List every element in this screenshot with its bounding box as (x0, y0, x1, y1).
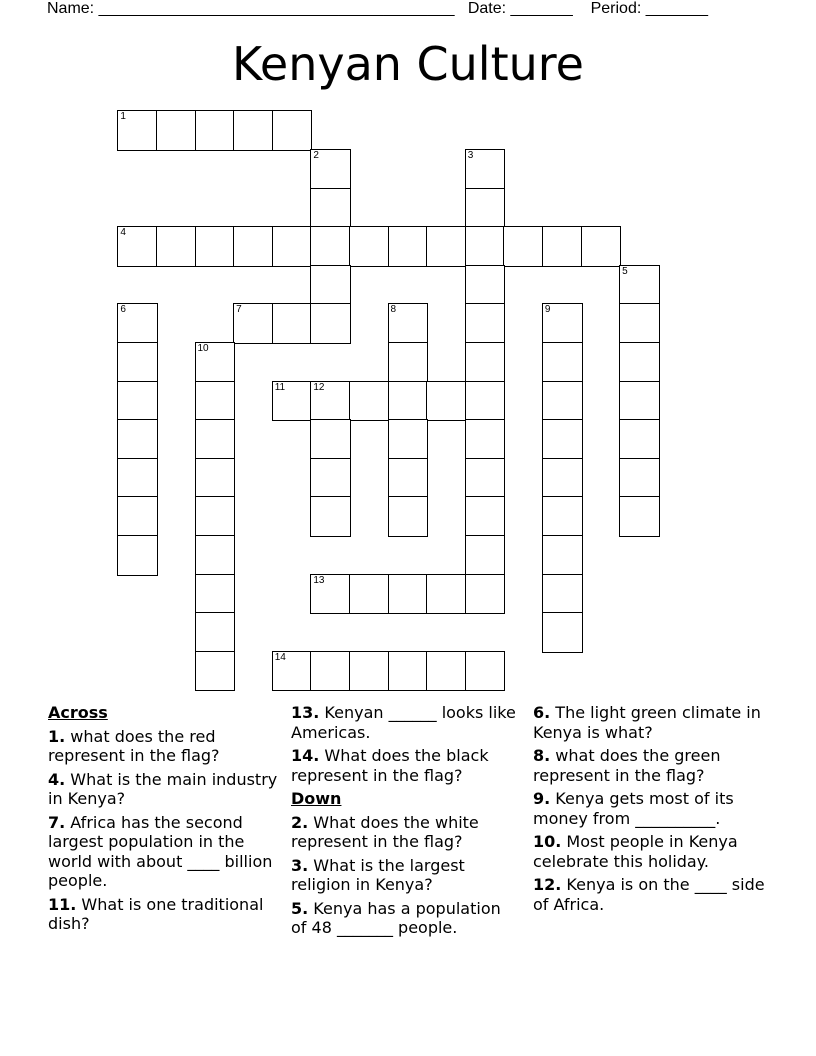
crossword-cell[interactable] (272, 226, 313, 267)
cell-number: 2 (313, 149, 319, 161)
clue-column-3 (533, 703, 769, 918)
crossword-cell[interactable] (542, 612, 583, 653)
crossword-cell[interactable] (542, 303, 583, 344)
crossword-cell[interactable] (619, 419, 660, 460)
cell-number: 1 (120, 111, 126, 123)
crossword-cell[interactable] (310, 226, 351, 267)
crossword-cell[interactable] (195, 612, 236, 653)
cell-number: 3 (467, 149, 474, 161)
crossword-cell[interactable] (465, 342, 506, 383)
down-clue-6: 6. The light green climate in Kenya is what? (533, 703, 761, 742)
cell-number: 14 (274, 651, 286, 663)
crossword-cell[interactable] (542, 226, 583, 267)
crossword-cell[interactable] (503, 226, 544, 267)
crossword-cell[interactable] (310, 303, 351, 344)
crossword-cell[interactable] (465, 458, 506, 499)
crossword-cell[interactable] (233, 226, 274, 267)
down-clue-5: 5. Kenya has a population of 48 _______ people. (291, 898, 501, 937)
crossword-cell[interactable] (542, 496, 583, 537)
crossword-cell[interactable] (310, 149, 351, 190)
crossword-cell[interactable] (465, 419, 506, 460)
cell-number: 11 (274, 381, 286, 393)
crossword-cell[interactable] (310, 651, 351, 692)
crossword-cell[interactable] (272, 651, 313, 692)
crossword-cell[interactable] (542, 419, 583, 460)
down-clue-2: 2. What does the white represent in the flag? (291, 812, 479, 851)
cell-number: 8 (390, 304, 397, 316)
crossword-cell[interactable] (117, 226, 158, 267)
across-heading: Across (48, 703, 108, 722)
crossword-cell[interactable] (195, 574, 236, 615)
crossword-cell[interactable] (465, 226, 506, 267)
across-clue-13: 13. Kenyan ______ looks like Americas. (291, 703, 516, 742)
cell-number: 12 (313, 381, 325, 393)
crossword-cell[interactable] (388, 496, 429, 537)
cell-number: 5 (622, 265, 628, 277)
crossword-cell[interactable] (465, 188, 506, 229)
clue-column-1 (48, 703, 284, 938)
cell-number: 10 (197, 342, 209, 354)
crossword-cell[interactable] (272, 381, 313, 422)
crossword-cell[interactable] (619, 265, 660, 306)
crossword-cell[interactable] (426, 226, 467, 267)
across-clue-14: 14. What does the black represent in the flag? (291, 746, 489, 785)
crossword-cell[interactable] (310, 381, 351, 422)
crossword-cell[interactable] (388, 651, 429, 692)
crossword-cell[interactable] (388, 303, 429, 344)
crossword-cell[interactable] (195, 458, 236, 499)
crossword-cell[interactable] (310, 496, 351, 537)
across-clue-4: 4. What is the main industry in Kenya? (48, 769, 278, 808)
crossword-cell[interactable] (233, 110, 274, 151)
page-title: Kenyan Culture (232, 37, 584, 91)
crossword-cell[interactable] (465, 496, 506, 537)
crossword-cell[interactable] (272, 303, 313, 344)
across-clue-1: 1. what does the red represent in the flag? (48, 726, 220, 765)
clue-column-2 (291, 703, 517, 942)
crossword-cell[interactable] (195, 651, 236, 692)
down-clue-3: 3. What is the largest religion in Kenya? (291, 855, 465, 894)
cell-number: 9 (544, 304, 551, 316)
crossword-cell[interactable] (388, 226, 429, 267)
crossword-cell[interactable] (542, 381, 583, 422)
cell-number: 13 (313, 574, 325, 586)
crossword-cell[interactable] (195, 381, 236, 422)
crossword-cell[interactable] (542, 574, 583, 615)
crossword-cell[interactable] (619, 342, 660, 383)
crossword-cell[interactable] (310, 188, 351, 229)
crossword-cell[interactable] (195, 226, 236, 267)
crossword-cell[interactable] (117, 303, 158, 344)
crossword-cell[interactable] (117, 419, 158, 460)
crossword-cell[interactable] (426, 651, 467, 692)
crossword-cell[interactable] (619, 458, 660, 499)
down-heading: Down (291, 789, 342, 808)
cell-number: 7 (236, 304, 242, 316)
across-clue-11: 11. What is one traditional dish? (48, 894, 264, 933)
crossword-cell[interactable] (195, 110, 236, 151)
crossword-cell[interactable] (465, 149, 506, 190)
crossword-cell[interactable] (388, 458, 429, 499)
crossword-cell[interactable] (465, 381, 506, 422)
crossword-cell[interactable] (426, 381, 467, 422)
crossword-cell[interactable] (542, 535, 583, 576)
crossword-cell[interactable] (195, 535, 236, 576)
crossword-cell[interactable] (465, 574, 506, 615)
cell-number: 4 (120, 227, 126, 239)
crossword-cell[interactable] (465, 303, 506, 344)
crossword-cell[interactable] (310, 265, 351, 306)
crossword-cell[interactable] (349, 651, 390, 692)
crossword-cell[interactable] (465, 535, 506, 576)
crossword-cell[interactable] (195, 342, 236, 383)
crossword-cell[interactable] (388, 574, 429, 615)
crossword-cell[interactable] (310, 458, 351, 499)
crossword-cell[interactable] (310, 419, 351, 460)
crossword-cell[interactable] (195, 419, 236, 460)
crossword-cell[interactable] (426, 574, 467, 615)
crossword-cell[interactable] (388, 381, 429, 422)
crossword-cell[interactable] (619, 496, 660, 537)
down-clue-8: 8. what does the green represent in the flag? (533, 746, 721, 785)
crossword-cell[interactable] (117, 110, 158, 151)
crossword-cell[interactable] (310, 574, 351, 615)
crossword-cell[interactable] (349, 226, 390, 267)
crossword-cell[interactable] (542, 342, 583, 383)
crossword-cell[interactable] (619, 303, 660, 344)
crossword-cell[interactable] (117, 381, 158, 422)
crossword-cell[interactable] (272, 110, 313, 151)
crossword-cell[interactable] (388, 419, 429, 460)
crossword-cell[interactable] (388, 342, 429, 383)
crossword-cell[interactable] (233, 303, 274, 344)
crossword-cell[interactable] (195, 496, 236, 537)
crossword-cell[interactable] (465, 265, 506, 306)
name-date-period-line: Name: ________________________________________ Date: _______ Period: _______ (47, 0, 709, 17)
crossword-cell[interactable] (349, 574, 390, 615)
crossword-cell[interactable] (117, 496, 158, 537)
down-clue-12: 12. Kenya is on the ____ side of Africa. (533, 875, 765, 914)
down-clue-10: 10. Most people in Kenya celebrate this holiday. (533, 832, 738, 871)
cell-number: 6 (120, 304, 126, 316)
crossword-cell[interactable] (117, 458, 158, 499)
crossword-cell[interactable] (117, 535, 158, 576)
crossword-cell[interactable] (117, 342, 158, 383)
crossword-cell[interactable] (349, 381, 390, 422)
crossword-cell[interactable] (156, 226, 197, 267)
crossword-cell[interactable] (542, 458, 583, 499)
down-clue-9: 9. Kenya gets most of its money from __________. (533, 789, 734, 828)
crossword-cell[interactable] (619, 381, 660, 422)
across-clue-7: 7. Africa has the second largest population in the world with about ____ billion people. (48, 812, 273, 890)
crossword-cell[interactable] (465, 651, 506, 692)
crossword-cell[interactable] (156, 110, 197, 151)
crossword-cell[interactable] (581, 226, 622, 267)
